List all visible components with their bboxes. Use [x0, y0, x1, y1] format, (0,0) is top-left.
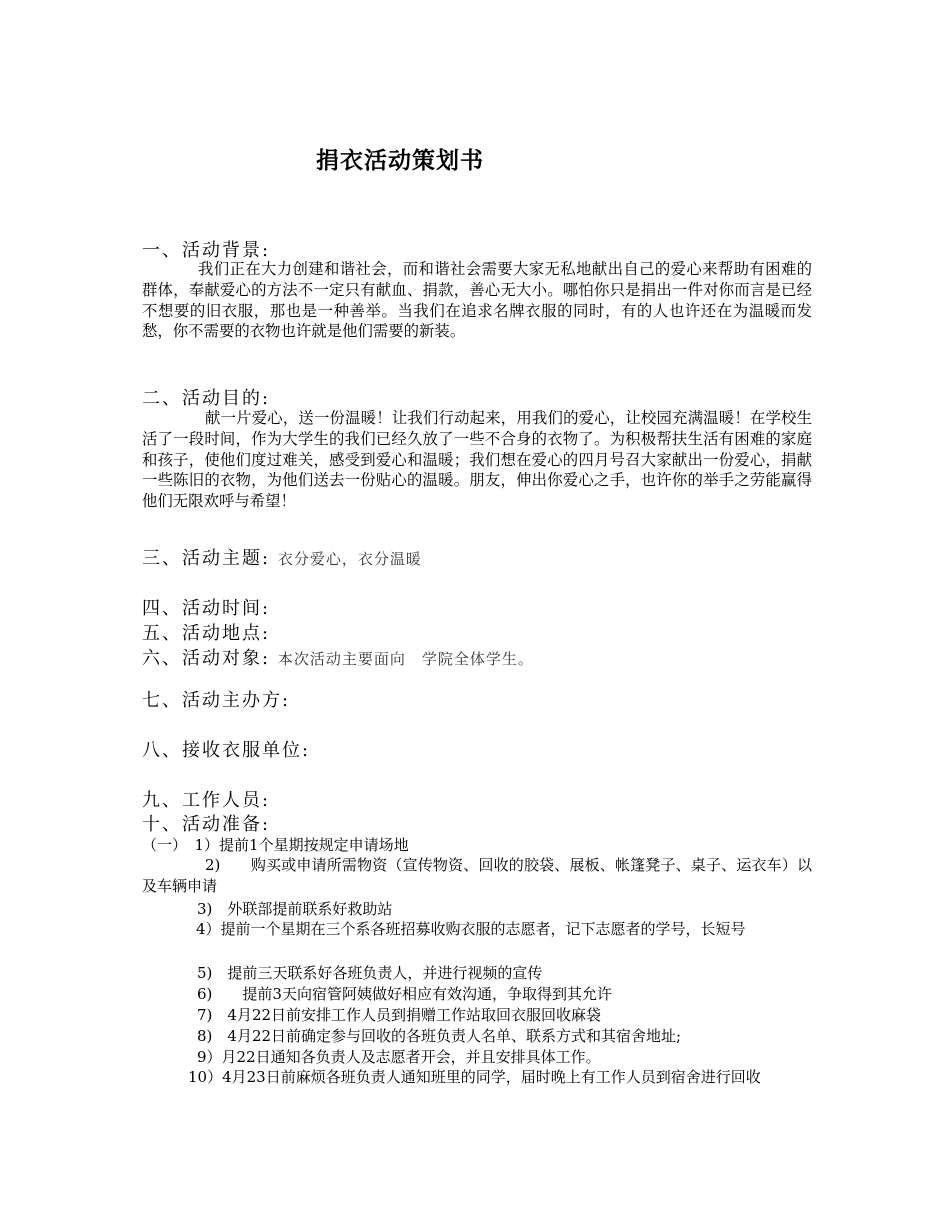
prep-item-8: 8) 4月22日前确定参与回收的各班负责人名单、联系方式和其宿舍地址; — [197, 1027, 682, 1045]
heading-theme — [142, 544, 422, 570]
prep-item-1: （一） 1）提前1个星期按规定申请场地 — [142, 836, 409, 854]
paragraph-background: 我们正在大力创建和谐社会，而和谐社会需要大家无私地献出自己的爱心来帮助有困难的群体，奉献爱心的方法不一定只有献血、捐款，善心无大小。哪怕你只是捐出一件对你而言是已经不想要的旧衣服，那也是一种善举。当我们在追求名牌衣服的同时，有的人也许还在为温暖而发愁，你不需要的衣物也许就是他们需要的新装。 — [142, 260, 812, 341]
heading-preparation: 十、活动准备: — [142, 814, 271, 835]
prep-item-7: 7) 4月22日前安排工作人员到捐赠工作站取回衣服回收麻袋 — [197, 1006, 602, 1024]
paragraph-purpose: 献一片爱心，送一份温暖！让我们行动起来，用我们的爱心，让校园充满温暖！在学校生活了一段时间，作为大学生的我们已经久放了一些不合身的衣物了。为积极帮扶生活有困难的家庭和孩子，使他们度过难关，感受到爱心和温暖；我们想在爱心的四月号召大家献出一份爱心，捐献一些陈旧的衣物，为他们送去一份贴心的温暖。朋友，伸出你爱心之手，也许你的举手之劳能赢得他们无限欢呼与希望！ — [142, 409, 812, 511]
heading-background: 一、活动背景: — [142, 240, 271, 261]
heading-theme-label: 三、活动主题: — [142, 548, 271, 569]
heading-purpose: 二、活动目的: — [142, 388, 271, 409]
heading-target — [142, 644, 534, 670]
heading-staff: 九、工作人员: — [142, 790, 271, 811]
prep-item-6: 6) 提前3天向宿管阿姨做好相应有效沟通，争取得到其允许 — [197, 985, 612, 1003]
prep-item-4: 4）提前一个星期在三个系各班招募收购衣服的志愿者，记下志愿者的学号，长短号 — [196, 920, 746, 938]
prep-item-5: 5) 提前三天联系好各班负责人，并进行视频的宣传 — [197, 964, 543, 982]
heading-target-label: 六、活动对象: — [142, 648, 271, 669]
prep-item-10: 10）4月23日前麻烦各班负责人通知班里的同学，届时晚上有工作人员到宿舍进行回收 — [188, 1068, 761, 1086]
prep-item-2: 2) 购买或申请所需物资（宣传物资、回收的胶袋、展板、帐篷凳子、桌子、运衣车）以及车辆申请 — [142, 856, 812, 895]
theme-value: 衣分爱心，衣分温暖 — [277, 550, 422, 568]
heading-place: 五、活动地点: — [142, 623, 271, 644]
prep-item-9: 9）月22日通知各负责人及志愿者开会，并且安排具体工作。 — [197, 1048, 601, 1066]
target-value: 本次活动主要面向 学院全体学生。 — [277, 650, 534, 668]
heading-organizer: 七、活动主办方: — [142, 690, 291, 711]
prep-item-3: 3) 外联部提前联系好救助站 — [197, 900, 393, 918]
heading-time: 四、活动时间: — [142, 598, 271, 619]
document-title: 捐衣活动策划书 — [316, 147, 484, 174]
heading-receiver: 八、接收衣服单位: — [142, 740, 311, 761]
